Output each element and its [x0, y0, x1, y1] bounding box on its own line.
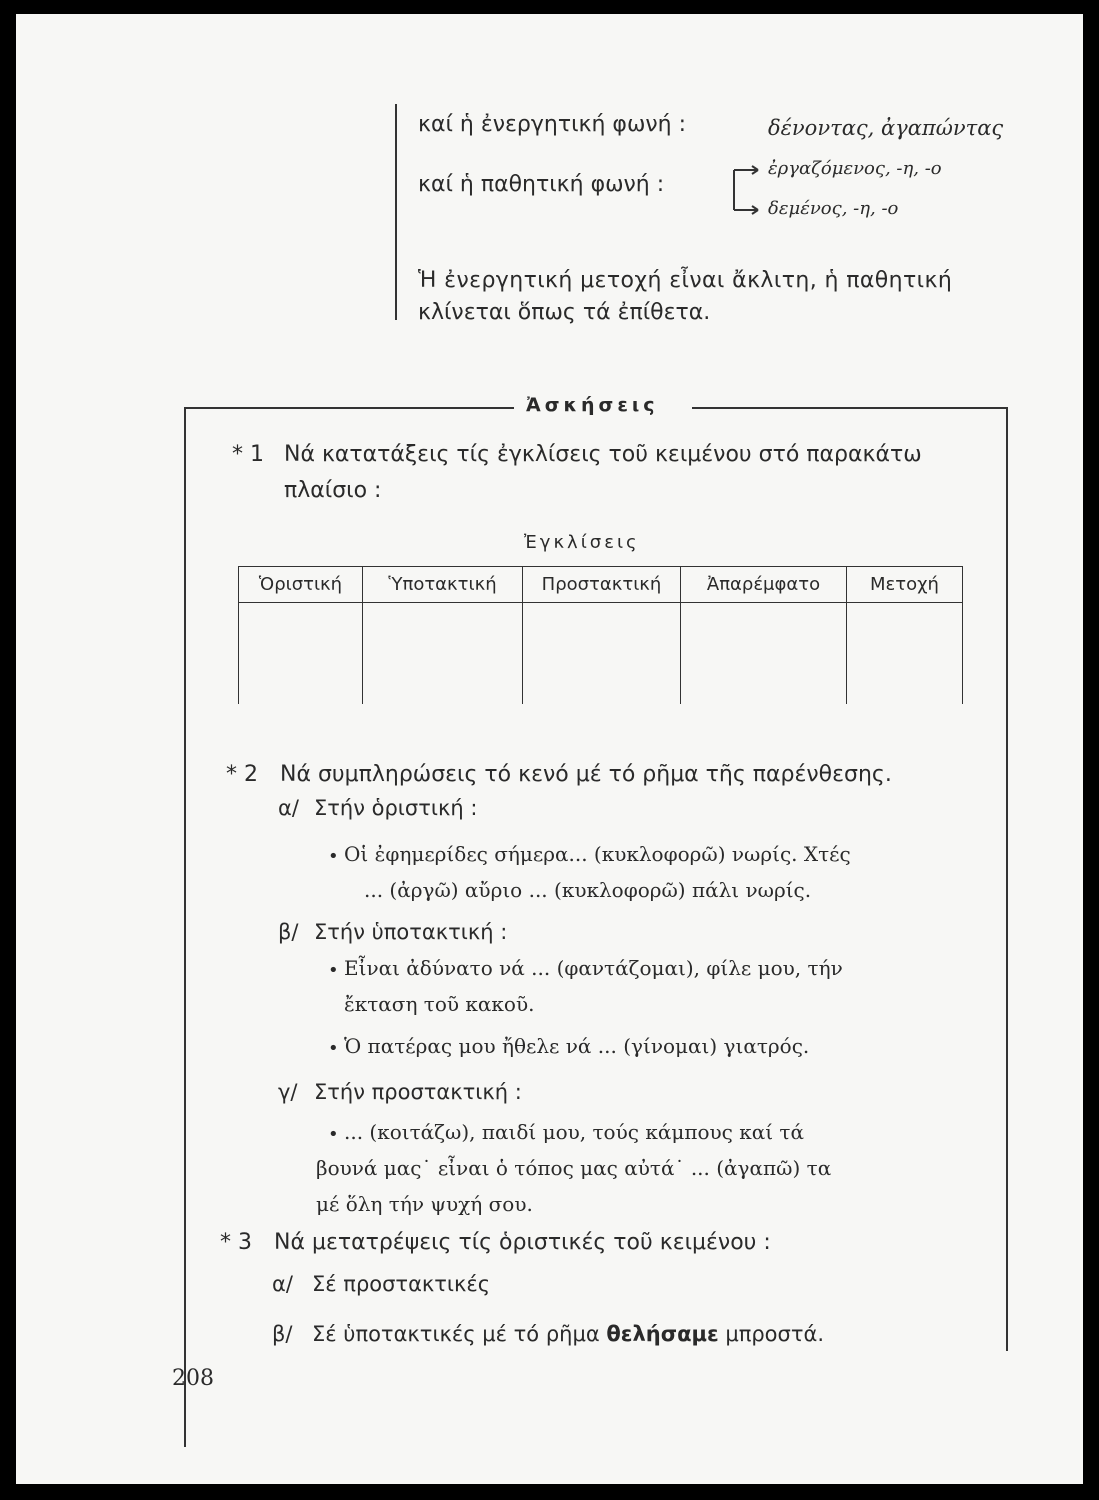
ex3-text: Νά μετατρέψεις τίς ὁριστικές τοῦ κειμένου :: [274, 1230, 771, 1255]
ex3-b-text: [312, 1322, 824, 1346]
ex1-text-line-2: πλαίσιο :: [284, 478, 382, 503]
ex2-a-label: α/: [278, 796, 299, 820]
ex2-number: * 2: [226, 762, 258, 787]
ex2-b-line-3: Ὁ πατέρας μου ἤθελε νά ... (γίνομαι) γιατρός.: [344, 1034, 810, 1058]
ex3-b-verb: θελήσαμε: [606, 1322, 719, 1346]
exercise-frame-left: [184, 407, 186, 1447]
table-cell: [239, 602, 363, 704]
ex3-a-text: Σέ προστακτικές: [312, 1272, 491, 1296]
table-cell: [681, 602, 847, 704]
ex3-number: * 3: [220, 1230, 252, 1255]
ex2-b-title: Στήν ὑποτακτική :: [314, 920, 508, 944]
ex2-c-line-2: βουνά μας˙ εἶναι ὁ τόπος μας αὐτά˙ ... (ἀγαπῶ) τα: [316, 1156, 832, 1180]
passive-voice-label: καί ἡ παθητική φωνή :: [418, 172, 665, 197]
ex3-a-label: α/: [272, 1272, 293, 1296]
bullet-icon: •: [328, 960, 339, 981]
ex3-b-prefix: Σέ ὑποτακτικές μέ τό ρῆμα: [312, 1322, 600, 1346]
bullet-icon: •: [328, 1124, 339, 1145]
passive-example-1: ἐργαζόμενος, -η, -ο: [768, 158, 942, 179]
active-voice-example: δένοντας, ἀγαπώντας: [768, 116, 1004, 140]
table-cell: [523, 602, 681, 704]
ex1-number: * 1: [232, 442, 264, 467]
ex2-a-title: Στήν ὁριστική :: [314, 796, 478, 820]
ex2-b-line-1: Εἶναι ἀδύνατο νά ... (φαντάζομαι), φίλε μου, τήν: [344, 956, 843, 980]
ex2-b-label: β/: [278, 920, 299, 944]
ex3-b-label: β/: [272, 1322, 293, 1346]
table-title: Ἐγκλίσεις: [524, 532, 640, 553]
ex3-b-suffix: μπροστά.: [725, 1322, 824, 1346]
bullet-icon: •: [328, 1038, 339, 1059]
ex2-c-title: Στήν προστακτική :: [314, 1080, 522, 1104]
ex2-b-line-2: ἔκταση τοῦ κακοῦ.: [344, 992, 535, 1016]
bullet-icon: •: [328, 846, 339, 867]
exercise-frame-top-left: [184, 407, 514, 409]
bracket-arrow-icon: [728, 158, 768, 220]
active-voice-label: καί ἡ ἐνεργητική φωνή :: [418, 112, 687, 137]
ex2-a-line-2: ... (ἀργῶ) αὔριο ... (κυκλοφορῶ) πάλι νωρίς.: [364, 878, 812, 902]
column-header: Ὑποτακτική: [363, 567, 523, 603]
ex2-text: Νά συμπληρώσεις τό κενό μέ τό ρῆμα τῆς παρένθεσης.: [280, 762, 892, 787]
intro-note-line-1: Ἡ ἐνεργητική μετοχή εἶναι ἄκλιτη, ἡ παθητική: [418, 268, 953, 293]
textbook-page: [16, 14, 1083, 1484]
moods-table: [238, 566, 963, 704]
column-header: Μετοχή: [847, 567, 963, 603]
column-header: Προστακτική: [523, 567, 681, 603]
table-cell: [847, 602, 963, 704]
exercise-frame-right: [1006, 407, 1008, 1351]
ex2-c-label: γ/: [278, 1080, 298, 1104]
ex2-c-line-3: μέ ὅλη τήν ψυχή σου.: [316, 1192, 533, 1216]
passive-example-2: δεμένος, -η, -ο: [768, 198, 899, 219]
intro-left-rule: [395, 104, 397, 320]
intro-note-line-2: κλίνεται ὅπως τά ἐπίθετα.: [418, 300, 711, 325]
column-header: Ἀπαρέμφατο: [681, 567, 847, 603]
ex2-c-line-1: ... (κοιτάζω), παιδί μου, τούς κάμπους καί τά: [344, 1120, 804, 1144]
exercise-frame-top-right: [692, 407, 1008, 409]
column-header: Ὁριστική: [239, 567, 363, 603]
ex1-text-line-1: Νά κατατάξεις τίς ἐγκλίσεις τοῦ κειμένου στό παρακάτω: [284, 442, 922, 467]
exercises-heading: Ἀσκήσεις: [526, 394, 659, 416]
ex2-a-line-1: Οἱ ἐφημερίδες σήμερα... (κυκλοφορῶ) νωρίς. Χτές: [344, 842, 851, 866]
page-number: 208: [172, 1366, 214, 1391]
table-cell: [363, 602, 523, 704]
